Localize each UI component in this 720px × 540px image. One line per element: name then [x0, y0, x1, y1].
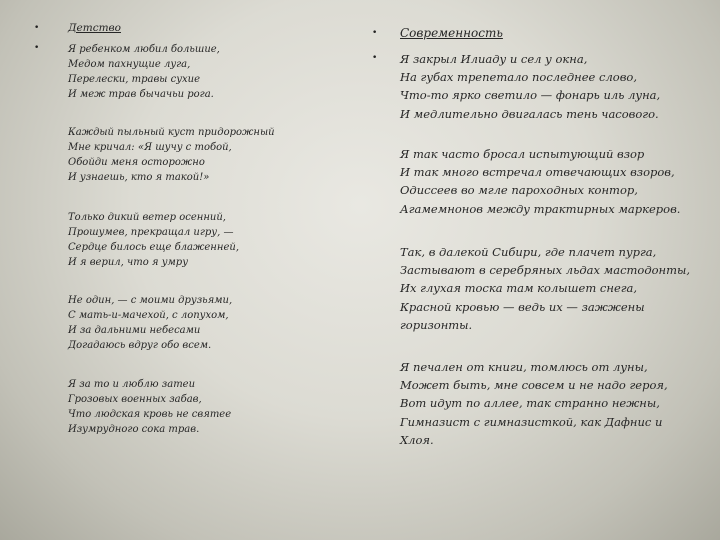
verse-line: Я печален от книги, томлюсь от луны, — [400, 360, 648, 374]
verse-line: Застывают в серебряных льдах мастодонты, — [400, 263, 691, 278]
verse-line: Догадаюсь вдруг обо всем. — [68, 340, 212, 351]
right-stanza-2 — [400, 145, 680, 218]
left-stanza-1 — [68, 42, 220, 102]
right-stanza-1 — [400, 50, 660, 123]
verse-line: Я так часто бросал испытующий взор — [400, 147, 645, 161]
verse-line: Я закрыл Илиаду и сел у окна, — [400, 52, 588, 66]
left-stanza-5 — [68, 377, 231, 437]
bullet-icon: • — [34, 43, 40, 53]
verse-line: Их глухая тоска там колышет снега, — [400, 281, 638, 296]
verse-line: И я верил, что я умру — [68, 257, 188, 268]
verse-line: Может быть, мне совсем и не надо героя, — [400, 378, 668, 393]
right-stanza-3 — [400, 243, 690, 334]
verse-line: Что людская кровь не святее — [68, 409, 232, 420]
bullet-icon: • — [372, 28, 378, 38]
verse-line: Одиссеев во мгле пароходных контор, — [400, 183, 638, 198]
bullet-icon: • — [372, 53, 378, 63]
left-stanza-3 — [68, 210, 239, 270]
verse-line: Что-то ярко светило — фонарь иль луна, — [400, 88, 661, 103]
verse-line: Агамемнонов между трактирных маркеров. — [400, 201, 681, 216]
bullet-icon: • — [34, 23, 40, 33]
verse-line: Изумрудного сока трав. — [68, 424, 200, 435]
verse-line: Я ребенком любил большие, — [68, 44, 220, 55]
verse-line: Прошумев, прекращал игру, — — [68, 227, 234, 238]
left-stanza-2 — [68, 125, 275, 185]
verse-line: Я за то и люблю затеи — [68, 379, 196, 390]
verse-line: Сердце билось еще блаженней, — [68, 242, 239, 253]
verse-line: И медлительно двигалась тень часового. — [400, 106, 659, 121]
verse-line: Медом пахнущие луга, — [68, 59, 191, 70]
verse-line: Не один, — с моими друзьями, — [68, 295, 233, 306]
verse-line: И меж трав бычачьи рога. — [68, 89, 214, 100]
verse-line: Обойди меня осторожно — [68, 157, 205, 168]
verse-line: Гимназист с гимназисткой, как Дафнис и — [400, 414, 663, 429]
verse-line: И за дальними небесами — [68, 325, 201, 336]
right-stanza-4 — [400, 358, 668, 449]
left-stanza-4 — [68, 293, 232, 353]
left-poem-title: Детство — [68, 22, 121, 34]
verse-line: Вот идут по аллее, так странно нежны, — [400, 396, 660, 411]
verse-line: Красной кровью — ведь их — зажжены — [400, 299, 645, 314]
verse-line: Каждый пыльный куст придорожный — [68, 127, 275, 138]
verse-line: На губах трепетало последнее слово, — [400, 70, 637, 85]
verse-line: Так, в далекой Сибири, где плачет пурга, — [400, 245, 657, 259]
verse-line: Только дикий ветер осенний, — [68, 212, 226, 223]
verse-line: С мать-и-мачехой, с лопухом, — [68, 310, 229, 321]
verse-line: Хлоя. — [400, 432, 434, 447]
verse-line: И так много встречал отвечающих взоров, — [400, 165, 675, 180]
verse-line: Мне кричал: «Я шучу с тобой, — [68, 142, 232, 153]
verse-line: И узнаешь, кто я такой!» — [68, 172, 210, 183]
verse-line: горизонты. — [400, 317, 473, 332]
verse-line: Грозовых военных забав, — [68, 394, 202, 405]
verse-line: Перелески, травы сухие — [68, 74, 201, 85]
right-poem-title: Современность — [400, 26, 503, 40]
